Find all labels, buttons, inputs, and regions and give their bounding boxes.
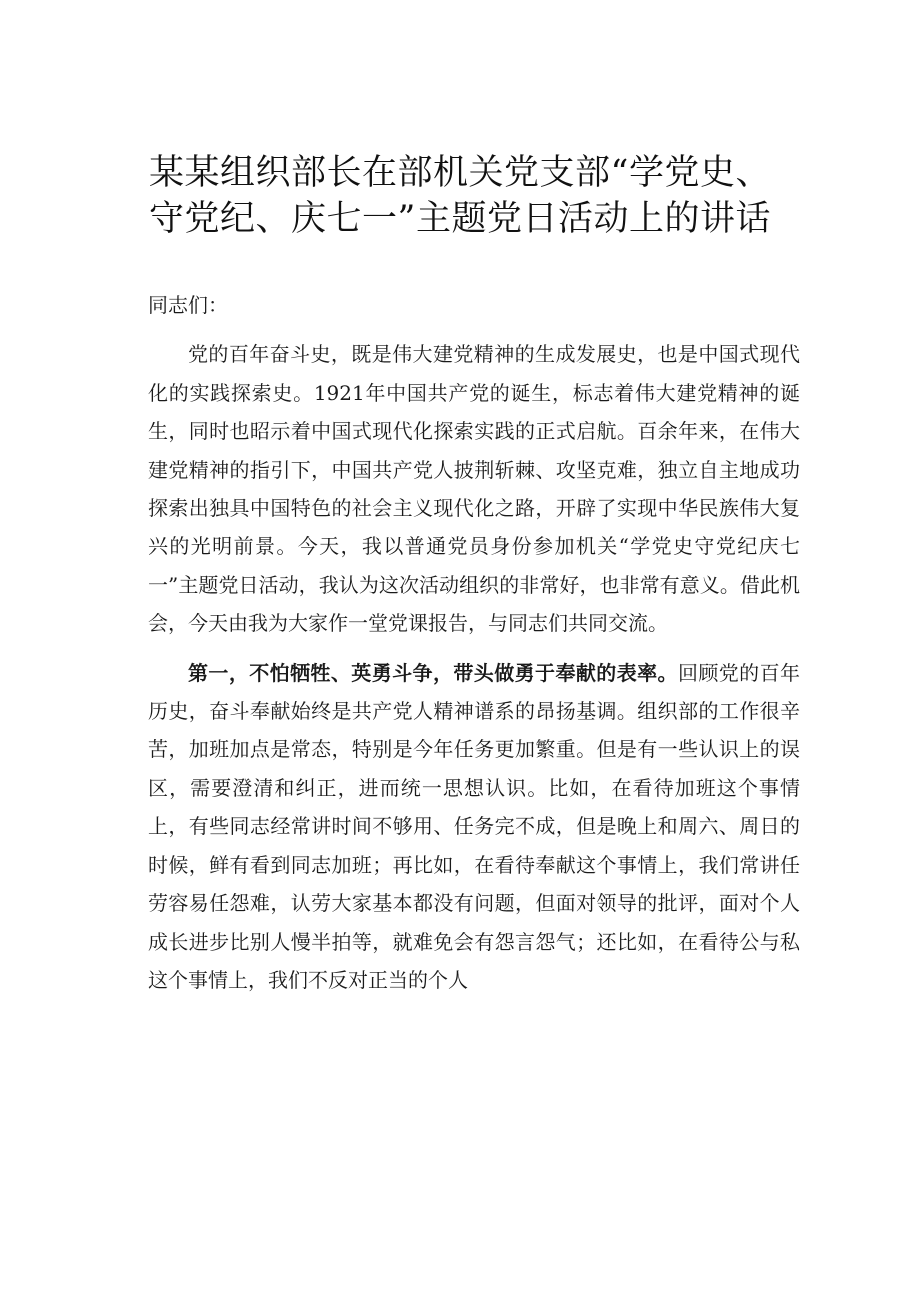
paragraph-1: 党的百年奋斗史，既是伟大建党精神的生成发展史，也是中国式现代化的实践探索史。1921年中国共产党的诞生，标志着伟大建党精神的诞生，同时也昭示着中国式现代化探索实践的正式启航。百余年来，在伟大建党精神的指引下，中国共产党人披荆斩棘、攻坚克难，独立自主地成功探索出独具中国特色的社会主义现代化之路，开辟了实现中华民族伟大复兴的光明前景。今天，我以普通党员身份参加机关“学党史守党纪庆七一”主题党日活动，我认为这次活动组织的非常好，也非常有意义。借此机会，今天由我为大家作一堂党课报告，与同志们共同交流。 bbox=[148, 342, 800, 636]
document-title bbox=[110, 150, 810, 242]
paragraph-2 bbox=[148, 654, 800, 1000]
paragraph-2-heading: 第一，不怕牺牲、英勇斗争，带头做勇于奉献的表率。 bbox=[188, 660, 678, 685]
salutation: 同志们： bbox=[148, 293, 228, 317]
document-body bbox=[148, 286, 800, 1010]
paragraph-2-text: 回顾党的百年历史，奋斗奉献始终是共产党人精神谱系的昂扬基调。组织部的工作很辛苦，加班加点是常态，特别是今年任务更加繁重。但是有一些认识上的误区，需要澄清和纠正，进而统一思想认识。比如，在看待加班这个事情上，有些同志经常讲时间不够用、任务完不成，但是晚上和周六、周日的时候，鲜有看到同志加班；再比如，在看待奉献这个事情上，我们常讲任劳容易任怨难，认劳大家基本都没有问题，但面对领导的批评，面对个人成长进步比别人慢半拍等，就难免会有怨言怨气；还比如，在看待公与私这个事情上，我们不反对正当的个人 bbox=[148, 660, 801, 992]
title-line-1: 某某组织部长在部机关党支部“学党史、 bbox=[149, 153, 771, 193]
title-line-2: 守党纪、庆七一”主题党日活动上的讲话 bbox=[149, 199, 771, 239]
